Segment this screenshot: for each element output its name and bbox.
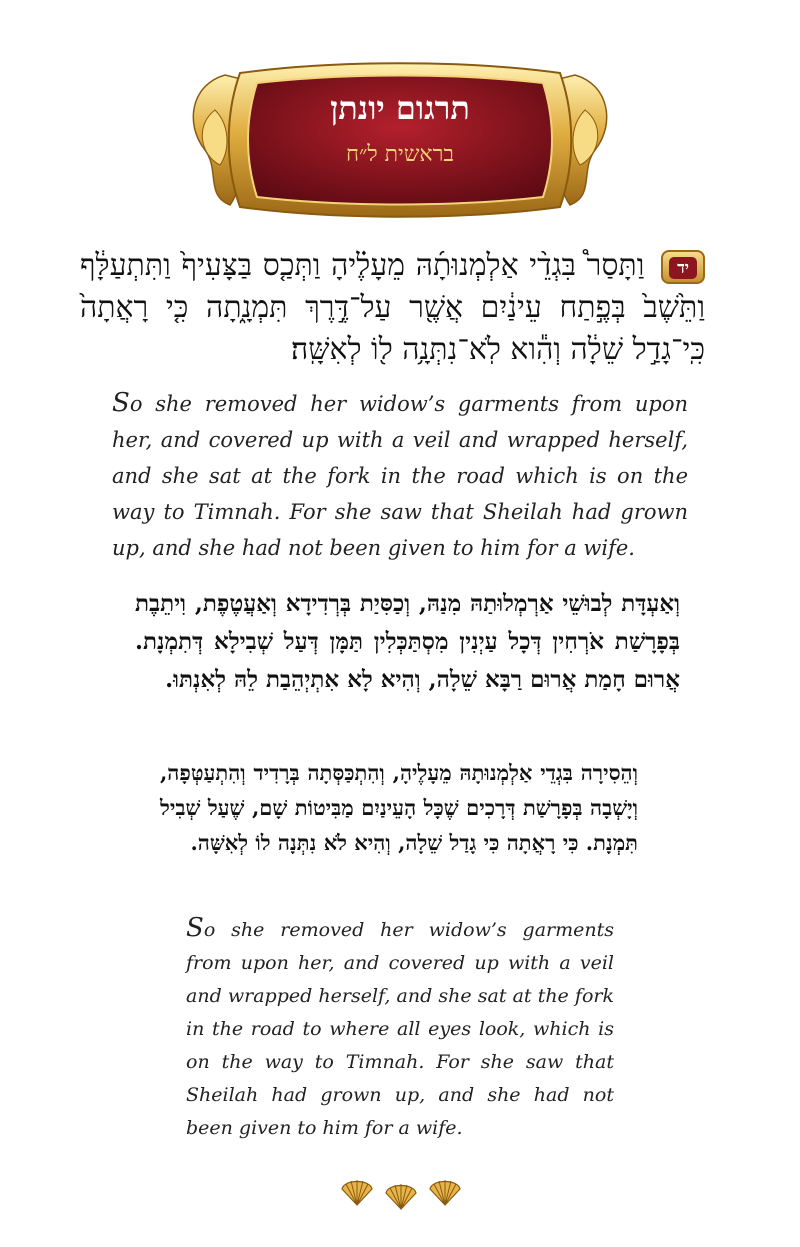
verse-english-text: o she removed her widow’s garments from upon her, and covered up with a veil and wrapped herself, and she sat at the fork in the road which is on the way to Timnah. For she saw that Sheilah had grown up, and she had not been given to him for a wife. <box>112 392 688 560</box>
verse-hebrew <box>80 245 705 371</box>
shell-icon <box>428 1175 462 1207</box>
drop-cap: S <box>112 388 130 418</box>
targum-english-translation <box>186 912 614 1145</box>
verse-english-translation <box>112 385 688 566</box>
verse-number: יד <box>669 257 697 279</box>
verse-hebrew-text: וַתָּסַר֩ בִּגְדֵ֨י אַלְמְנוּתָ֜הּ מֵעָלֶ֗יהָ וַתְּכַ֤ס בַּצָּעִיף֙ וַתִּתְעַלָּ֔ף וַתֵּ֙שֶׁב֙ בְּפֶ֣תַח עֵינַ֔יִם אֲשֶׁ֖ר עַל־דֶּ֣רֶךְ תִּמְנָ֑תָה כִּ֤י רָאֲתָה֙ כִּֽי־גָדַ֣ל שֵׁלָ֔ה וְהִ֕וא לֹֽא־נִתְּנָ֥ה ל֖וֹ לְאִשָּֽׁה׃ <box>80 248 705 367</box>
scroll-banner-icon <box>185 55 615 225</box>
drop-cap: S <box>186 913 204 943</box>
shell-icon <box>340 1175 374 1207</box>
targum-aramaic: וְאַעְדָּת לְבוּשֵׁי אַרְמְלוּתַהּ מִנַהּ, וְכַסִּיַת בְּרְדִידָא וְאַעֲטֶפֶת, וִיתֵבֶת בְּפָרָשַׁת אֹרְחִין דְּכָל עַיְנִין מִסְתַּכְּלִין תַּמָּן דְּעַל שְׁבִילָא דְּתִמְנָת. אֲרוּם חָמַת אֲרוּם רַבָּא שֵׁלָה, וְהִיא לָא אִתְיְהֵבַת לֵהּ לְאִנְתּוּ. <box>135 590 680 693</box>
title-banner <box>185 55 615 225</box>
banner-title: תרגום יונתן <box>330 89 470 127</box>
shell-icon <box>384 1179 418 1211</box>
banner-subtitle: בראשית ל״ח <box>345 142 455 167</box>
shell-ornament <box>340 1175 465 1211</box>
targum-hebrew-translation: וְהֵסִירָה בִּגְדֵי אַלְמְנוּתָהּ מֵעָלֶיהָ, וְהִתְכַּסְּתָה בְּרָדִיד וְהִתְעַטְּפָה, וְיָשְׁבָה בְּפָרָשַׁת דְּרָכִים שֶׁכָּל הָעֵינַיִם מַבִּיטוֹת שָׁם, שֶׁעַל שְׁבִיל תִּמְנָת. כִּי רָאֲתָה כִּי גָדַל שֵׁלָה, וְהִיא לֹא נִתְּנָה לוֹ לְאִשָּׁה. <box>160 760 638 855</box>
targum-english-text: o she removed her widow’s garments from upon her, and covered up with a veil and wrapped herself, and she sat at the fork in the road to where all eyes look, which is on the way to Timnah. For she saw that Sheilah had grown up, and she had not been given to him for a wife. <box>186 919 614 1139</box>
verse-number-badge <box>661 250 705 284</box>
